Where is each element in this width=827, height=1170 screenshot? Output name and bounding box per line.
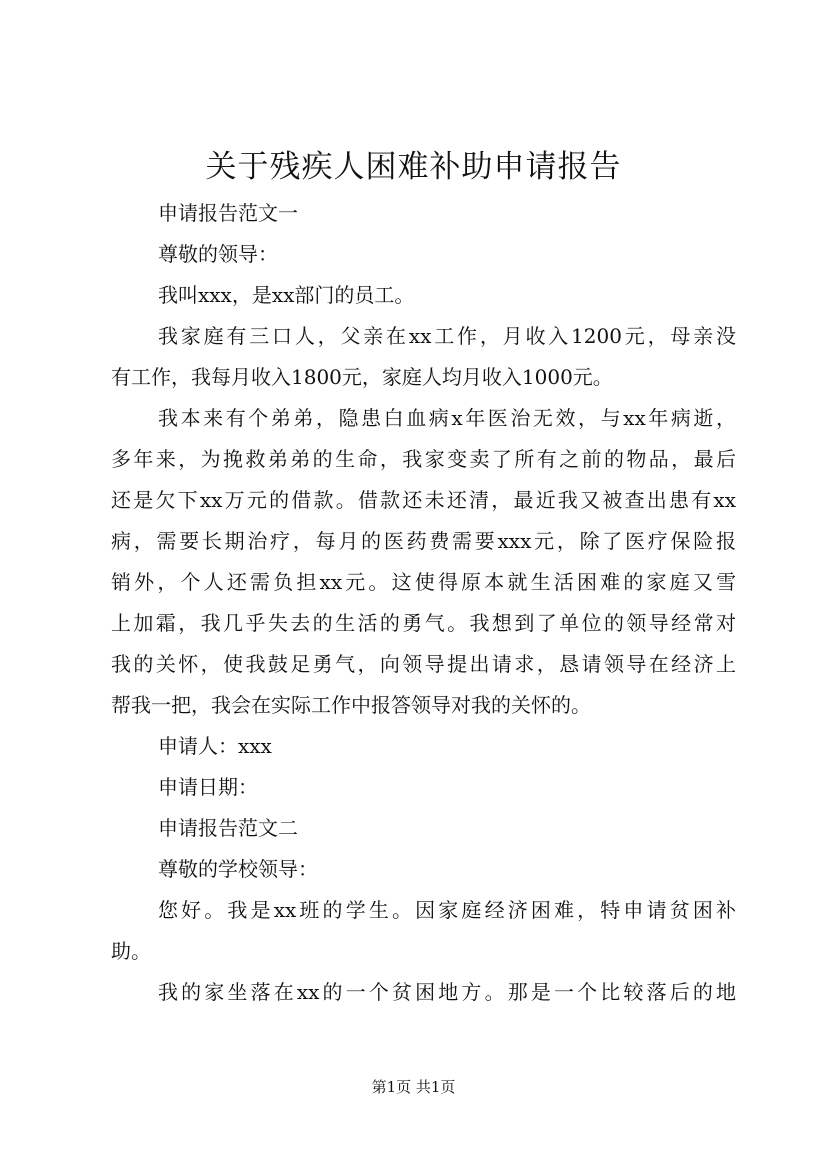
paragraph-line: 有工作，我每月收入1800元，家庭人均月收入1000元。 — [111, 365, 613, 389]
paragraph-line: 帮我一把，我会在实际工作中报答领导对我的关怀的。 — [111, 693, 591, 717]
date-line: 申请日期： — [158, 775, 258, 799]
document-title: 关于残疾人困难补助申请报告 — [205, 149, 622, 185]
paragraph-line: 上加霜，我几乎失去的生活的勇气。我想到了单位的领导经常对 — [111, 611, 736, 635]
salutation-2: 尊敬的学校领导： — [158, 857, 318, 881]
document-body — [111, 193, 736, 1013]
paragraph-line: 助。 — [111, 939, 151, 963]
paragraph-line: 多年来，为挽救弟弟的生命，我家变卖了所有之前的物品，最后 — [111, 447, 736, 471]
section-heading-1: 申请报告范文一 — [158, 201, 298, 225]
salutation-1: 尊敬的领导： — [158, 242, 278, 266]
paragraph-line: 您好。我是xx班的学生。因家庭经济困难，特申请贫困补 — [158, 898, 736, 922]
paragraph-line: 我的家坐落在xx的一个贫困地方。那是一个比较落后的地 — [158, 980, 736, 1004]
paragraph-line: 我家庭有三口人，父亲在xx工作，月收入1200元，母亲没 — [158, 324, 736, 348]
applicant-line: 申请人：xxx — [158, 734, 272, 758]
paragraph-line: 还是欠下xx万元的借款。借款还未还清，最近我又被查出患有xx — [111, 488, 736, 512]
paragraph-line: 我的关怀，使我鼓足勇气，向领导提出请求，恳请领导在经济上 — [111, 652, 736, 676]
paragraph-line: 我本来有个弟弟，隐患白血病x年医治无效，与xx年病逝， — [158, 406, 736, 430]
paragraph-line: 病，需要长期治疗，每月的医药费需要xxx元，除了医疗保险报 — [111, 529, 736, 553]
page-footer: 第1页 共1页 — [371, 1078, 456, 1096]
paragraph-line: 销外，个人还需负担xx元。这使得原本就生活困难的家庭又雪 — [111, 570, 736, 594]
paragraph-line: 我叫xxx，是xx部门的员工。 — [158, 283, 415, 307]
section-heading-2: 申请报告范文二 — [158, 816, 298, 840]
